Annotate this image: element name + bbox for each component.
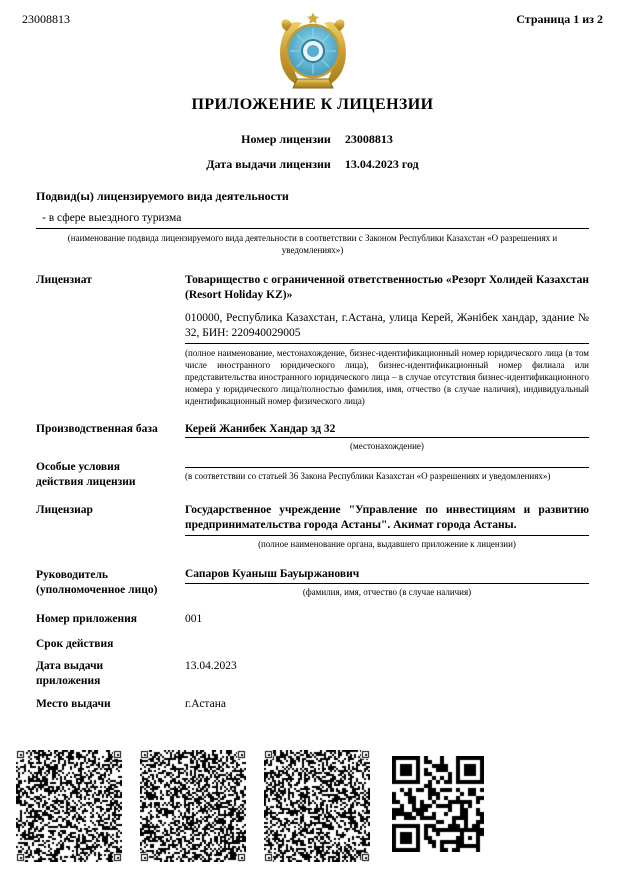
licensee-label: Лицензиат bbox=[36, 274, 92, 286]
kazakhstan-emblem-icon bbox=[275, 11, 351, 91]
appendix-number-row bbox=[36, 612, 589, 627]
production-base-value: Керей Жанибек Хандар зд 32 bbox=[185, 422, 589, 438]
head-official-label-line2: (уполномоченное лицо) bbox=[36, 584, 158, 596]
license-date-row bbox=[206, 156, 418, 181]
datamatrix-barcode-3 bbox=[264, 750, 370, 862]
subtype-note: (наименование подвида лицензируемого вида деятельности в соответствии с Законом Республики Казахстан «О разрешениях и уведомлениях») bbox=[67, 233, 558, 255]
issue-place-value: г.Астана bbox=[185, 698, 226, 710]
production-base-row bbox=[36, 422, 589, 452]
special-conditions-label bbox=[36, 460, 185, 490]
appendix-number-value: 001 bbox=[185, 613, 203, 625]
validity-period-row bbox=[36, 637, 589, 652]
licensee-name: Товарищество с ограниченной ответственностью «Резорт Холидей Казахстан (Resort Holiday KZ)» bbox=[185, 274, 589, 301]
licensor-value: Государственное учреждение "Управление по инвестициям и развитию предпринимательства города Астаны". Акимат города Астаны. bbox=[185, 503, 589, 536]
license-number-label: Номер лицензии bbox=[241, 132, 331, 146]
head-official-row bbox=[36, 568, 589, 598]
production-base-label: Производственная база bbox=[36, 423, 158, 435]
license-number-value: 23008813 bbox=[344, 132, 393, 146]
license-meta bbox=[206, 131, 418, 181]
special-conditions-row bbox=[36, 460, 589, 490]
licensee-row bbox=[36, 273, 589, 407]
datamatrix-barcode-1 bbox=[16, 750, 122, 862]
appendix-issue-date-row bbox=[36, 659, 589, 689]
validity-period-value bbox=[185, 637, 589, 652]
head-official-label bbox=[36, 568, 185, 598]
issue-place-row bbox=[36, 697, 589, 712]
validity-period-label: Срок действия bbox=[36, 638, 114, 650]
subtype-value: - в сфере выездного туризма bbox=[36, 211, 589, 229]
page-indicator: Страница 1 из 2 bbox=[516, 12, 603, 26]
issue-place-label: Место выдачи bbox=[36, 698, 111, 710]
license-number-row bbox=[206, 131, 418, 156]
appendix-number-label: Номер приложения bbox=[36, 613, 138, 625]
special-conditions-label-line2: действия лицензии bbox=[36, 476, 136, 488]
head-official-note: (фамилия, имя, отчество (в случае наличия) bbox=[302, 587, 472, 597]
license-date-value: 13.04.2023 год bbox=[344, 157, 419, 171]
licensor-row bbox=[36, 503, 589, 550]
appendix-issue-date-label-line1: Дата выдачи bbox=[36, 660, 104, 672]
licensor-label: Лицензиар bbox=[36, 504, 93, 516]
appendix-issue-date-label-line2: приложения bbox=[36, 675, 101, 687]
head-official-value: Сапаров Куаныш Бауыржанович bbox=[185, 568, 589, 584]
special-conditions-note: (в соответствии со статьей 36 Закона Республики Казахстан «О разрешениях и уведомлениях») bbox=[185, 471, 551, 481]
license-date-label: Дата выдачи лицензии bbox=[206, 157, 331, 171]
special-conditions-label-line1: Особые условия bbox=[36, 461, 120, 473]
datamatrix-barcode-2 bbox=[140, 750, 246, 862]
production-base-note: (местонахождение) bbox=[350, 441, 424, 451]
page-title: ПРИЛОЖЕНИЕ К ЛИЦЕНЗИИ bbox=[191, 96, 434, 113]
licensee-address: 010000, Республика Казахстан, г.Астана, улица Керей, Жәнібек хандар, здание № 32, БИН: 220940029005 bbox=[185, 311, 589, 344]
appendix-issue-date-value: 13.04.2023 bbox=[185, 660, 237, 672]
licensor-note: (полное наименование органа, выдавшего приложение к лицензии) bbox=[258, 539, 516, 549]
qr-code bbox=[392, 756, 484, 852]
head-official-label-line1: Руководитель bbox=[36, 569, 108, 581]
codes-row bbox=[16, 750, 589, 862]
licensee-note: (полное наименование, местонахождение, бизнес-идентификационный номер юридического лица (в том числе иностранного юридического лица), бизнес-идентификационный номер филиала или представительства иностранного юридического лица – в случае отсутствия бизнес-идентификационного номера у юридического лица/полностью фамилия, имя, отчество (в случае наличия), индивидуальный идентификационный номер физического лица) bbox=[185, 348, 589, 406]
subtype-heading: Подвид(ы) лицензируемого вида деятельности bbox=[36, 189, 289, 203]
special-conditions-blank-line bbox=[185, 460, 589, 468]
document-number-header: 23008813 bbox=[22, 12, 70, 26]
appendix-issue-date-label bbox=[36, 659, 185, 689]
